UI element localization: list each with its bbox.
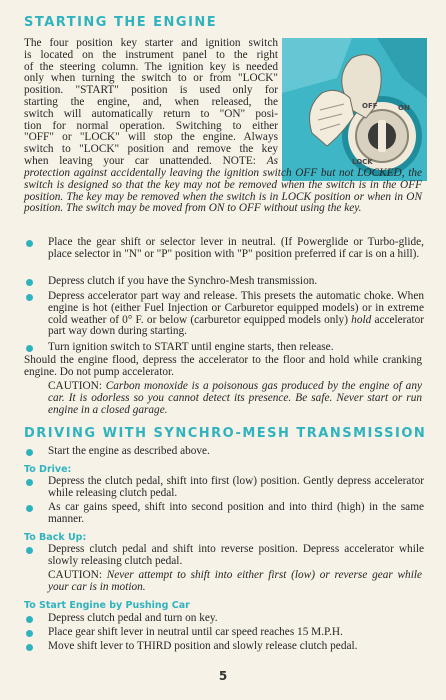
bullet-icon (26, 616, 33, 623)
ignition-switch-photo (282, 38, 427, 181)
ignition-switch-illustration (282, 38, 427, 181)
list-item (26, 237, 424, 261)
subhead-to-drive: To Drive: (24, 464, 72, 475)
caution-label: CAUTION: (48, 380, 102, 392)
intro-line: switch will automatically return to "ON" posi- (24, 107, 278, 120)
list-item (26, 544, 424, 568)
list-item (26, 276, 424, 288)
list-item (26, 641, 424, 653)
bullet-text: Depress clutch pedal and turn on key. (48, 612, 218, 624)
list-item (26, 613, 424, 625)
bullet-icon (26, 240, 33, 247)
bullet-text: Move shift lever to THIRD position and slowly release clutch pedal. (48, 640, 358, 652)
list-item (26, 627, 424, 639)
bullet-icon (26, 644, 33, 651)
subhead-to-back-up: To Back Up: (24, 532, 87, 543)
switch-label-on: ON (398, 104, 410, 112)
bullet-text: Depress clutch if you have the Synchro-Mesh transmission. (48, 275, 318, 287)
bullet-text-part: Depress accelerator part way and release. This presets the automatic choke. When engine is hot (either Fuel Injection or Carburetor equipped models) or in extreme cold weather of 0° F. or below (carburetor equipped models only) (48, 290, 424, 326)
list-item (26, 446, 424, 458)
bullet-text-part: accelerator part way down during starting. (48, 313, 425, 338)
bullet-text (48, 291, 424, 338)
heading-starting-engine: STARTING THE ENGINE (24, 15, 218, 30)
intro-line: starting the engine, and, when released, the (24, 95, 278, 108)
flood-paragraph: Should the engine flood, depress the accelerator to the floor and hold while cranking engine. Do not pump accelerator. (24, 354, 422, 378)
caution-carbon-monoxide (48, 381, 422, 416)
list-item (26, 291, 424, 338)
bullet-text: Depress the clutch pedal, shift into first (low) position. Gently depress accelerator while releasing clutch pedal. (48, 475, 424, 499)
intro-line: switch to "LOCK" position and remove the key (24, 143, 278, 156)
caution-reverse-gear (48, 570, 422, 594)
list-item (26, 476, 424, 500)
intro-line-note (24, 156, 278, 168)
intro-line: position. "START" position is used only for (24, 84, 278, 97)
switch-label-off: OFF (362, 102, 378, 110)
caution-text: Never attempt to shift into either first (low) or reverse gear while your car is in motion. (48, 569, 422, 593)
bullet-icon (26, 449, 33, 456)
list-item (26, 342, 424, 354)
caution-text: Carbon monoxide is a poisonous gas produced by the engine of any car. It is odorless so you cannot detect its presence. Be safe. Never start or run engine in a closed garage. (48, 380, 422, 416)
bullet-text: As car gains speed, shift into second position and into third (high) in the same manner. (48, 501, 424, 525)
bullet-text: Place gear shift lever in neutral until car speed reaches 15 M.P.H. (48, 626, 343, 638)
heading-synchro-mesh: DRIVING WITH SYNCHRO-MESH TRANSMISSION (24, 426, 427, 441)
bullet-icon (26, 345, 33, 352)
bullet-text: Place the gear shift or selector lever in neutral. (If Powerglide or Turbo-glide, place selector in "N" or "P" position with "P" position preferred if car is on a hill). (48, 236, 424, 260)
intro-line: tion for normal operation. Switching to either (24, 119, 278, 132)
bullet-text: Start the engine as described above. (48, 445, 210, 457)
caution-label: CAUTION: (48, 569, 102, 581)
intro-line: "OFF" or "LOCK" will stop the engine. Always (24, 131, 278, 144)
bullet-text-hold: hold (351, 313, 372, 326)
lock-note: protection against accidentally leaving the ignition switch OFF but not LOCKED, the switch is designed so that the key may not be removed when the switch is in the OFF position. The key may be removed when the switch is in LOCK position or when in ON position. The switch may be moved from ON to OFF without using the key. (24, 167, 422, 215)
page-number: 5 (218, 669, 228, 683)
bullet-icon (26, 547, 33, 554)
bullet-icon (26, 505, 33, 512)
intro-line: of the steering column. The ignition key is needed (24, 60, 278, 73)
bullet-icon (26, 479, 33, 486)
intro-line: is located on the instrument panel to the right (24, 48, 278, 61)
list-item (26, 502, 424, 526)
intro-paragraph (24, 38, 278, 168)
bullet-icon (26, 279, 33, 286)
note-as: As (266, 154, 279, 167)
intro-line: when leaving your car unattended. NOTE: (24, 154, 256, 167)
bullet-text: Depress clutch pedal and shift into reverse position. Depress accelerator while slowly releasing clutch pedal. (48, 543, 424, 567)
bullet-icon (26, 294, 33, 301)
switch-label-lock: LOCK (352, 158, 373, 166)
bullet-icon (26, 630, 33, 637)
intro-line: only when turning the switch to or from "LOCK" (24, 72, 278, 85)
subhead-push-start: To Start Engine by Pushing Car (24, 600, 190, 611)
intro-line: The four position key starter and ignition switch (24, 37, 278, 49)
bullet-text: Turn ignition switch to START until engine starts, then release. (48, 341, 334, 353)
